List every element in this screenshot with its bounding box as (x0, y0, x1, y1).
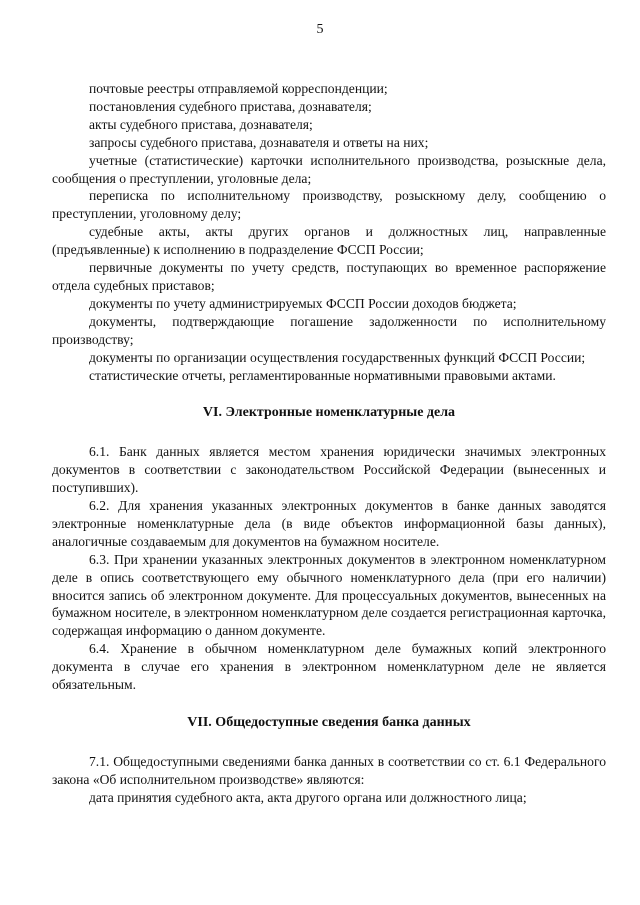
list-item: документы по организации осуществления государственных функций ФССП России; (89, 349, 586, 365)
list-item: акты судебного пристава, дознавателя; (89, 116, 313, 132)
section-6-heading: VI. Электронные номенклатурные дела (202, 405, 456, 421)
clause-6-3: 6.3. При хранении указанных электронных документов в электронном номенклатурном деле в опись соответствующего ему обычного номенклатурного дела (при его наличии) вносится запись об электронном документе. Для процессуальных документов, вынесенных на бумажном носителе, в электронном номенклатурном деле создается регистрационная карточка, содержащая информацию о данном документе. (52, 551, 606, 639)
clause-6-2: 6.2. Для хранения указанных электронных документов в банке данных заводятся электронные номенклатурные дела (в виде объектов информационной базы данных), аналогичные создаваемым для документов на бумажном носителе. (52, 498, 606, 549)
list-item: первичные документы по учету средств, поступающих во временное распоряжение отдела судебных приставов; (52, 260, 606, 293)
clause-7-1-item: дата принятия судебного акта, акта другого органа или должностного лица; (89, 789, 527, 805)
list-item: переписка по исполнительному производству, розыскному делу, сообщению о преступлении, уголовному делу; (52, 188, 606, 222)
list-item: постановления судебного пристава, дознавателя; (89, 98, 372, 114)
section-7-heading: VII. Общедоступные сведения банка данных (187, 715, 471, 730)
clause-7-1: 7.1. Общедоступными сведениями банка данных в соответствии со ст. 6.1 Федерального закона «Об исполнительном производстве» являются: (52, 753, 606, 787)
list-item: запросы судебного пристава, дознавателя и ответы на них; (89, 134, 429, 150)
clause-6-4: 6.4. Хранение в обычном номенклатурном деле бумажных копий электронного документа в случае его хранения в электронном номенклатурном деле не является обязательным. (52, 641, 606, 693)
clause-6-1: 6.1. Банк данных является местом хранения юридически значимых электронных документов в соответствии с законодательством Российской Федерации (вынесенных и поступивших). (52, 444, 606, 496)
list-item: учетные (статистические) карточки исполнительного производства, розыскные дела, сообщения о преступлении, уголовные дела; (52, 152, 606, 186)
list-item: статистические отчеты, регламентированные нормативными правовыми актами. (89, 367, 556, 383)
page-number: 5 (316, 22, 324, 37)
list-item: судебные акты, акты других органов и должностных лиц, направленные (предъявленные) к исполнению в подразделение ФССП России; (52, 224, 606, 258)
list-item: почтовые реестры отправляемой корреспонденции; (89, 81, 388, 96)
list-item: документы, подтверждающие погашение задолженности по исполнительному производству; (52, 313, 606, 347)
document-body (52, 80, 606, 807)
list-item: документы по учету администрируемых ФССП России доходов бюджета; (89, 295, 517, 311)
